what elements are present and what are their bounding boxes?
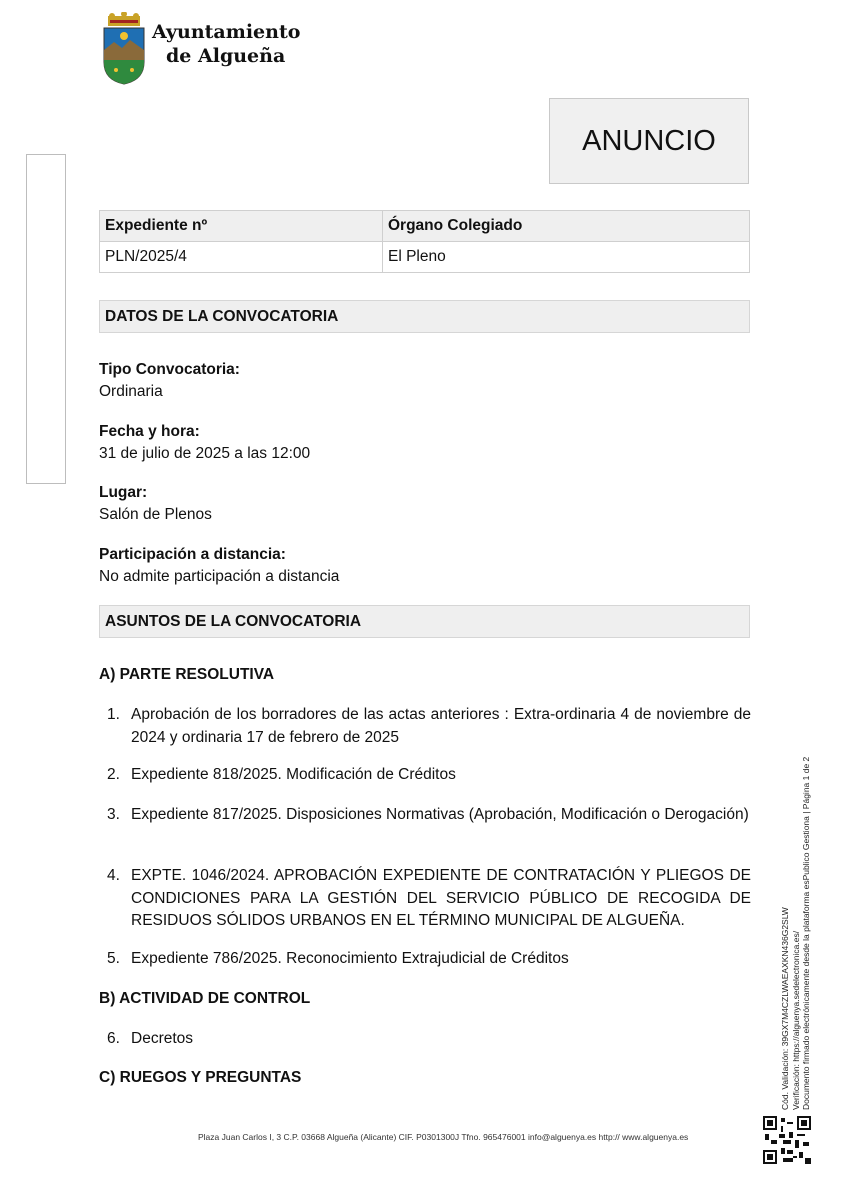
- asuntos-section-title: ASUNTOS DE LA CONVOCATORIA: [99, 605, 750, 638]
- list-item: [107, 804, 751, 827]
- part-b-heading: B) ACTIVIDAD DE CONTROL: [99, 990, 311, 1007]
- tipo-value: Ordinaria: [99, 383, 163, 400]
- org-name-line1: Ayuntamiento: [152, 21, 301, 43]
- item-number: 3.: [107, 806, 120, 823]
- item-text: EXPTE. 1046/2024. APROBACIÓN EXPEDIENTE DE CONTRATACIÓN Y PLIEGOS DE CONDICIONES PARA LA GESTIÓN DEL SERVICIO PÚBLICO DE RECOGIDA DE RESIDUOS SÓLIDOS URBANOS EN EL TÉRMINO MUNICIPAL DE ALGUEÑA.: [131, 867, 751, 929]
- document-type-title: ANUNCIO: [582, 124, 716, 157]
- expediente-header: Expediente nº: [100, 211, 383, 242]
- item-number: 2.: [107, 766, 120, 783]
- table-header-row: [100, 211, 750, 242]
- footer-address: Plaza Juan Carlos I, 3 C.P. 03668 Algueña (Alicante) CIF. P0301300J Tfno. 965476001 info@alguenya.es http:// www.alguenya.es: [198, 1132, 689, 1142]
- list-item: [107, 865, 751, 933]
- lugar-label: Lugar:: [99, 484, 148, 501]
- coat-of-arms-icon: [100, 12, 148, 86]
- expediente-table: [99, 210, 750, 273]
- org-name-line2: de Algueña: [166, 45, 286, 67]
- participacion-label: Participación a distancia:: [99, 546, 286, 563]
- list-item: [107, 1028, 751, 1051]
- organo-value: El Pleno: [383, 242, 750, 273]
- expediente-value: PLN/2025/4: [100, 242, 383, 273]
- table-row: [100, 242, 750, 273]
- signature-note: Documento firmado electrónicamente desde la plataforma esPublico Gestiona | Página 1 de 2: [801, 756, 811, 1110]
- fecha-value: 31 de julio de 2025 a las 12:00: [99, 445, 311, 462]
- item-text: Expediente 786/2025. Reconocimiento Extrajudicial de Créditos: [131, 950, 569, 967]
- participacion-value: No admite participación a distancia: [99, 568, 340, 585]
- list-item: [107, 704, 751, 749]
- datos-section-title: DATOS DE LA CONVOCATORIA: [99, 300, 750, 333]
- lugar-value: Salón de Plenos: [99, 506, 212, 523]
- document-type-box: [549, 98, 749, 184]
- item-number: 1.: [107, 706, 120, 723]
- fecha-field: [99, 421, 310, 465]
- item-number: 6.: [107, 1030, 120, 1047]
- participacion-field: [99, 544, 339, 588]
- validation-code: Cód. Validación: 39GX7M4CZLWAEAXKN436G2SLW: [780, 907, 790, 1110]
- organo-header: Órgano Colegiado: [383, 211, 750, 242]
- item-text: Aprobación de los borradores de las actas anteriores : Extra-ordinaria 4 de noviembre de 2024 y ordinaria 17 de febrero de 2025: [131, 706, 751, 746]
- item-text: Expediente 817/2025. Disposiciones Normativas (Aprobación, Modificación o Derogación): [131, 806, 749, 823]
- part-c-heading: C) RUEGOS Y PREGUNTAS: [99, 1069, 302, 1086]
- lugar-field: [99, 482, 212, 526]
- item-text: Expediente 818/2025. Modificación de Créditos: [131, 766, 456, 783]
- list-item: [107, 764, 751, 787]
- organization-name: [152, 20, 300, 68]
- list-item: [107, 948, 751, 971]
- verification-url: Verificación: https://alguenya.sedelectronica.es/: [790, 930, 801, 1110]
- item-number: 4.: [107, 867, 120, 884]
- tipo-field: [99, 359, 240, 403]
- margin-frame: [26, 154, 66, 484]
- tipo-label: Tipo Convocatoria:: [99, 361, 240, 378]
- item-number: 5.: [107, 950, 120, 967]
- part-a-heading: A) PARTE RESOLUTIVA: [99, 666, 275, 683]
- item-text: Decretos: [131, 1030, 194, 1047]
- qr-code-icon: [763, 1116, 811, 1164]
- fecha-label: Fecha y hora:: [99, 423, 200, 440]
- verification-text: [780, 740, 812, 1110]
